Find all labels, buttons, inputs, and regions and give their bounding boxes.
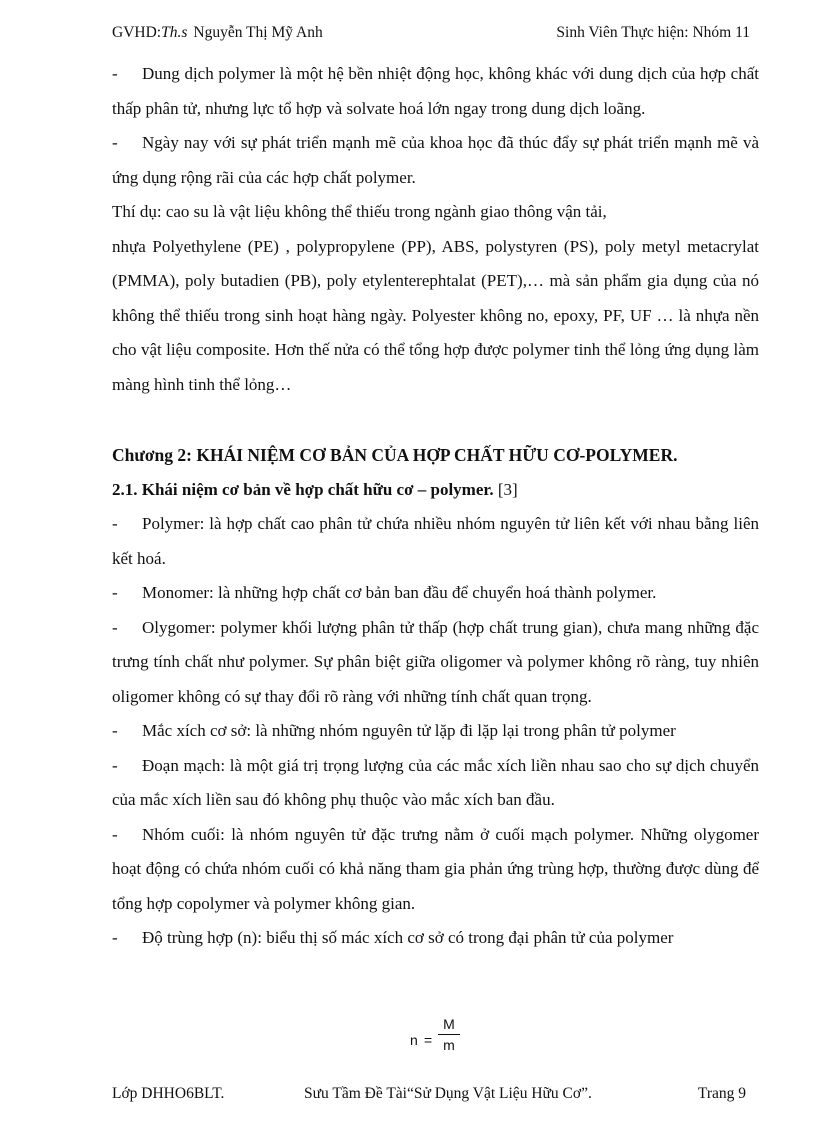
header-group: Sinh Viên Thực hiện: Nhóm 11 — [556, 24, 750, 41]
formula-fraction — [438, 1016, 460, 1053]
page-footer — [112, 1085, 746, 1107]
section-title — [112, 473, 759, 508]
list-item — [112, 714, 759, 749]
list-item — [112, 818, 759, 922]
list-item-text: Olygomer: polymer khối lượng phân tử thấp (hợp chất trung gian), chưa mang những đặc trưng tính chất như polymer. Sự phân biệt giữa oligomer và polymer không rõ ràng, tuy nhiên oligomer không có sự thay đổi rõ ràng với những tính chất quan trọng. — [112, 617, 759, 706]
section-spacer — [112, 402, 759, 438]
header-instructor — [112, 24, 323, 42]
bullet-dash: - — [112, 617, 118, 637]
list-item — [112, 611, 759, 715]
page-number: Trang 9 — [697, 1085, 746, 1102]
formula-denominator: m — [443, 1037, 455, 1053]
page-header — [112, 24, 750, 46]
bullet-dash: - — [112, 514, 118, 533]
list-item-text: Polymer: là hợp chất cao phân tử chứa nhiều nhóm nguyên tử liên kết với nhau bằng liên kết hoá. — [112, 514, 759, 568]
section-title-text: 2.1. Khái niệm cơ bản về hợp chất hữu cơ – polymer. — [112, 479, 494, 499]
list-item — [112, 749, 759, 818]
footer-topic: Sưu Tầm Đề Tài“Sử Dụng Vật Liệu Hữu Cơ”. — [304, 1085, 592, 1102]
bullet-dash: - — [112, 824, 118, 844]
list-item-text: Độ trùng hợp (n): biểu thị số mác xích cơ sở có trong đại phân tử của polymer — [142, 928, 674, 947]
paragraph-text: Dung dịch polymer là một hệ bền nhiệt động học, không khác với dung dịch của hợp chất thấp phân tử, nhưng lực tổ hợp và solvate hoá lớn ngay trong dung dịch loãng. — [112, 64, 759, 118]
header-title: Th.s — [161, 24, 188, 41]
section-reference: [3] — [497, 479, 518, 499]
degree-of-polymerization-formula — [410, 1016, 470, 1066]
paragraph-text: Ngày nay với sự phát triển mạnh mẽ của khoa học đã thúc đẩy sự phát triển mạnh mẽ và ứng dụng rộng rãi của các hợp chất polymer. — [112, 133, 759, 187]
list-item — [112, 507, 759, 576]
bullet-dash: - — [112, 755, 118, 775]
formula-lhs: n — [410, 1032, 418, 1048]
bullet-dash: - — [112, 583, 118, 602]
bullet-dash: - — [112, 928, 118, 947]
list-item-text: Đoạn mạch: là một giá trị trọng lượng của các mắc xích liền nhau sao cho sự dịch chuyển của mắc xích liền sau đó không phụ thuộc vào mắc xích ban đầu. — [112, 755, 759, 809]
formula-equals: = — [424, 1032, 433, 1048]
paragraph — [112, 57, 759, 126]
list-item — [112, 576, 759, 611]
page-body — [112, 57, 759, 956]
bullet-dash: - — [112, 64, 118, 83]
list-item-text: Nhóm cuối: là nhóm nguyên tử đặc trưng nằm ở cuối mạch polymer. Những olygomer hoạt động có chứa nhóm cuối có khả năng tham gia phản ứng trùng hợp, thường được dùng để tổng hợp copolymer và polymer không gian. — [112, 824, 759, 913]
example-paragraph: nhựa Polyethylene (PE) , polypropylene (PP), ABS, polystyren (PS), poly metyl metacrylat (PMMA), poly butadien (PB), poly etylenterephtalat (PET),… mà sản phẩm gia dụng của nó không thể thiếu trong sinh hoạt hàng ngày. Polyester không no, epoxy, PF, UF … là nhựa nền cho vật liệu composite. Hơn thế nửa có thể tổng hợp được polymer tinh thể lỏng ứng dụng làm màng hình tinh thể lỏng… — [112, 236, 759, 394]
chapter-title: Chương 2: KHÁI NIỆM CƠ BẢN CỦA HỢP CHẤT HỮU CƠ-POLYMER. — [112, 445, 678, 465]
header-instructor-name: Nguyễn Thị Mỹ Anh — [193, 24, 323, 41]
paragraph — [112, 126, 759, 195]
fraction-bar — [438, 1034, 460, 1035]
example-line: Thí dụ: cao su là vật liệu không thể thiếu trong ngành giao thông vận tải, — [112, 202, 607, 221]
list-item-text: Mắc xích cơ sở: là những nhóm nguyên tử lặp đi lặp lại trong phân tử polymer — [142, 721, 676, 740]
footer-class: Lớp DHHO6BLT. — [112, 1085, 225, 1102]
bullet-dash: - — [112, 133, 118, 152]
header-prefix: GVHD: — [112, 24, 162, 41]
list-item-text: Monomer: là những hợp chất cơ bản ban đầu để chuyển hoá thành polymer. — [142, 583, 657, 602]
list-item — [112, 921, 759, 956]
bullet-dash: - — [112, 721, 118, 740]
formula-numerator: M — [443, 1016, 455, 1032]
